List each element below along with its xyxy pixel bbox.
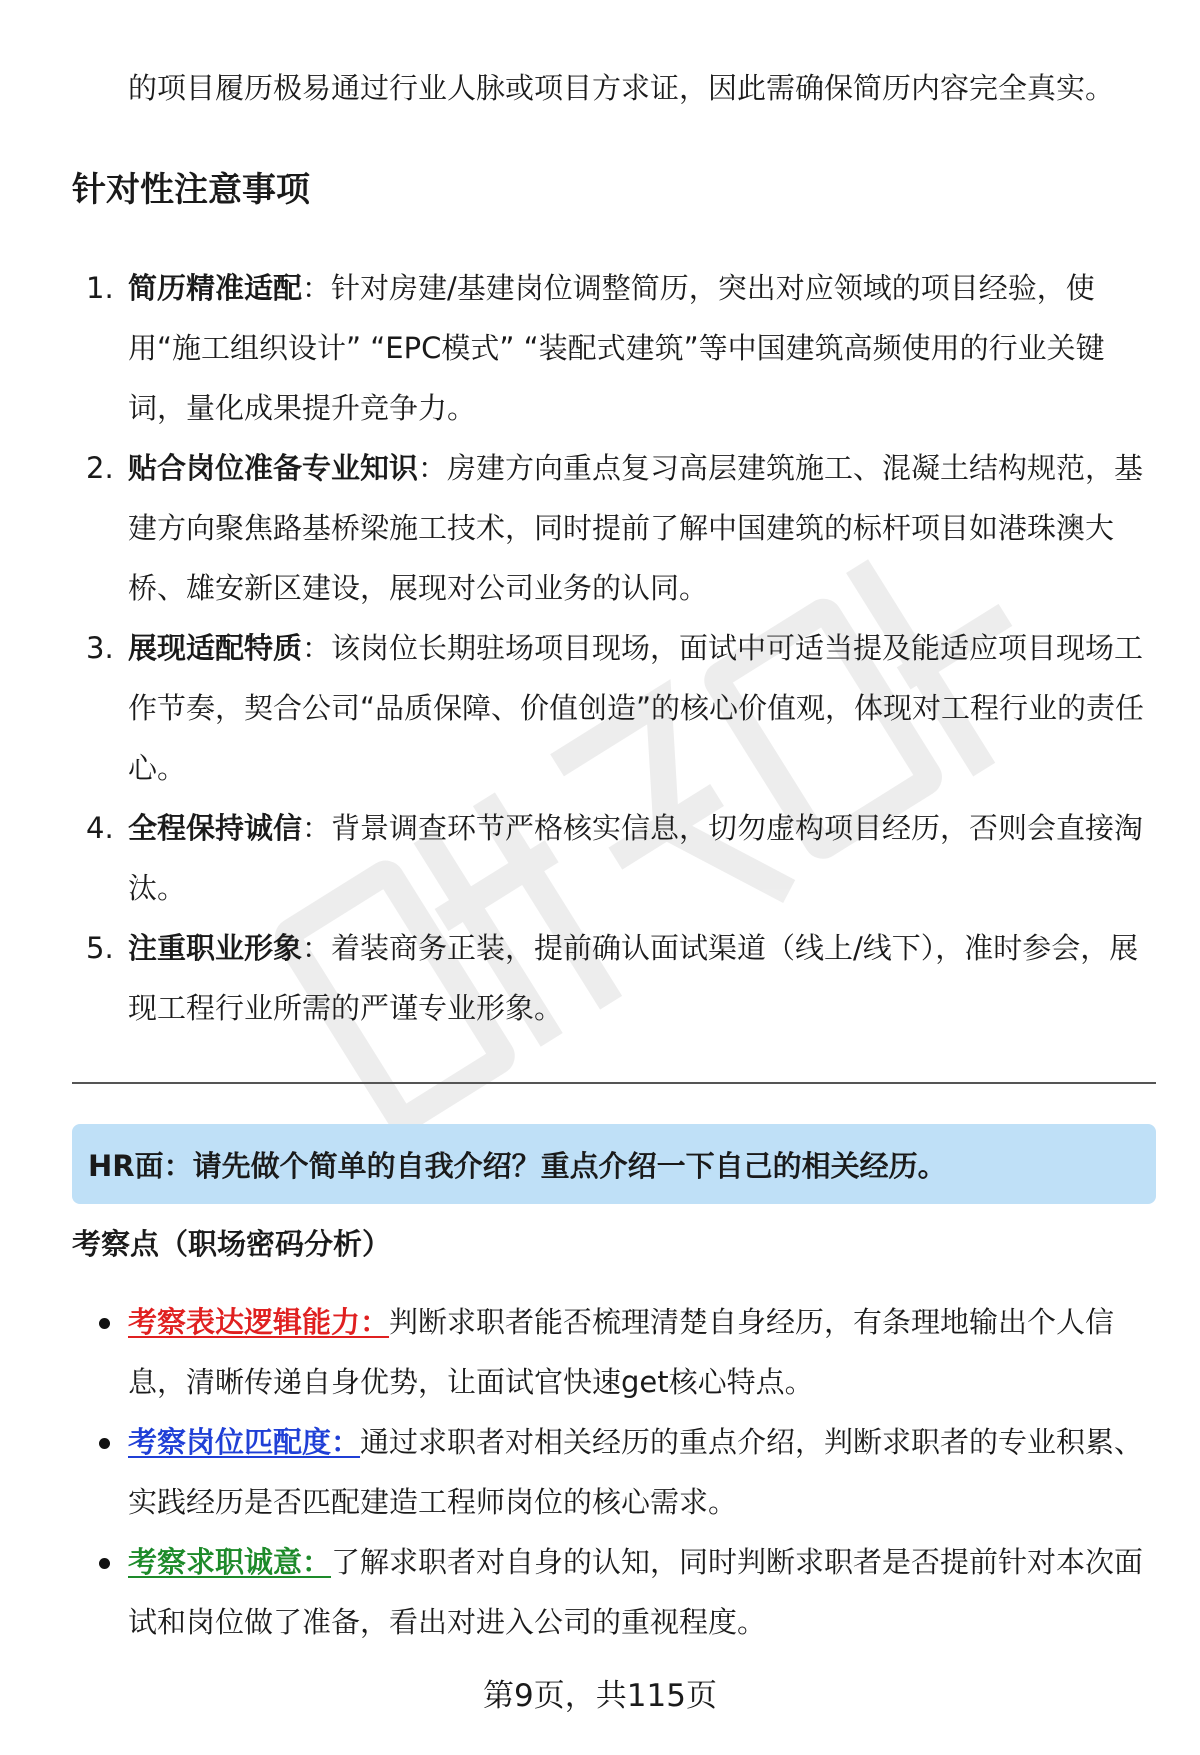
list-keyword: 展现适配特质: [128, 631, 303, 665]
list-text: ：针对房建/基建岗位调整简历，突出对应领域的项目经验，使用“施工组织设计” “EPC模式” “装配式建筑”等中国建筑高频使用的行业关键词，量化成果提升竞争力。: [128, 271, 1105, 425]
list-number: 3.: [86, 631, 114, 665]
point-text: 判断求职者能否梳理清楚自身经历，有条理地输出个人信息，清晰传递自身优势，让面试官快速get核心特点。: [128, 1305, 1115, 1399]
points-list: [72, 1292, 1152, 1652]
list-number: 4.: [86, 811, 114, 845]
point-text: 了解求职者对自身的认知，同时判断求职者是否提前针对本次面试和岗位做了准备，看出对进入公司的重视程度。: [128, 1545, 1144, 1639]
list-item: [72, 798, 1152, 918]
list-text: ：背景调查环节严格核实信息，切勿虚构项目经历，否则会直接淘汰。: [128, 811, 1144, 905]
point-text: 通过求职者对相关经历的重点介绍，判断求职者的专业积累、实践经历是否匹配建造工程师岗位的核心需求。: [128, 1425, 1144, 1519]
analysis-title: 考察点（职场密码分析）: [72, 1227, 392, 1261]
list-item: [72, 618, 1152, 798]
divider: [72, 1082, 1156, 1084]
list-text: ：房建方向重点复习高层建筑施工、混凝土结构规范，基建方向聚焦路基桥梁施工技术，同时提前了解中国建筑的标杆项目如港珠澳大桥、雄安新区建设，展现对公司业务的认同。: [128, 451, 1144, 605]
list-number: 5.: [86, 931, 114, 965]
list-item: [72, 258, 1152, 438]
list-number: 2.: [86, 451, 114, 485]
list-text: ：该岗位长期驻场项目现场，面试中可适当提及能适应项目现场工作节奏，契合公司“品质保障、价值创造”的核心价值观，体现对工程行业的责任心。: [128, 631, 1145, 785]
bullet-icon: [99, 1438, 110, 1449]
point-label: 考察求职诚意：: [128, 1545, 332, 1579]
hr-question-box: [72, 1124, 1156, 1204]
point-label: 考察岗位匹配度：: [128, 1425, 361, 1459]
bullet-icon: [99, 1558, 110, 1569]
point-label: 考察表达逻辑能力：: [128, 1305, 390, 1339]
list-item: [72, 1412, 1152, 1532]
section-title: 针对性注意事项: [72, 170, 310, 210]
list-keyword: 注重职业形象: [128, 931, 303, 965]
list-item: [72, 438, 1152, 618]
notes-list: [72, 258, 1152, 1038]
continuation-text: 的项目履历极易通过行业人脉或项目方求证，因此需确保简历内容完全真实。: [128, 71, 1115, 105]
list-keyword: 全程保持诚信: [128, 811, 303, 845]
list-item: [72, 1292, 1152, 1412]
list-text: ：着装商务正装，提前确认面试渠道（线上/线下），准时参会，展现工程行业所需的严谨专业形象。: [128, 931, 1139, 1025]
list-item: [72, 918, 1152, 1038]
list-keyword: 简历精准适配: [128, 271, 303, 305]
page-footer: 第9页，共115页: [483, 1678, 717, 1714]
list-item: [72, 1532, 1152, 1652]
list-number: 1.: [86, 271, 114, 305]
hr-question: HR面：请先做个简单的自我介绍？重点介绍一下自己的相关经历。: [88, 1148, 947, 1183]
bullet-icon: [99, 1318, 110, 1329]
list-keyword: 贴合岗位准备专业知识: [128, 451, 419, 485]
